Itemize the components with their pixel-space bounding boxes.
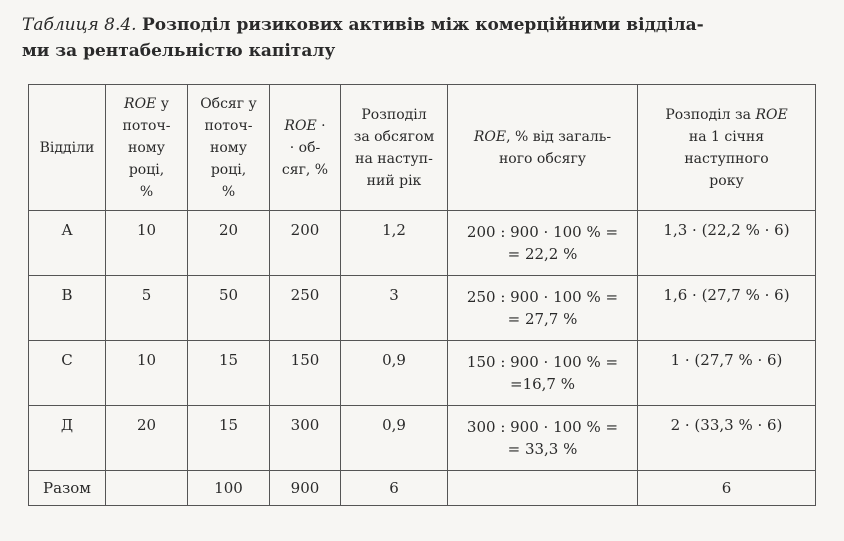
cell-roe-share: 300 : 900 · 100 % = = 33,3 % bbox=[448, 406, 638, 471]
caption-lead: Таблиця 8.4. bbox=[22, 15, 137, 35]
cell-department: А bbox=[29, 211, 106, 276]
total-label: Разом bbox=[29, 471, 106, 506]
total-share bbox=[448, 471, 638, 506]
cell-roe: 5 bbox=[106, 276, 188, 341]
cell-roe-distribution: 1 · (27,7 % · 6) bbox=[638, 341, 816, 406]
total-roe bbox=[106, 471, 188, 506]
cell-distribution: 3 bbox=[341, 276, 448, 341]
total-distribution: 6 bbox=[341, 471, 448, 506]
cell-roe: 10 bbox=[106, 211, 188, 276]
cell-roe-share: 250 : 900 · 100 % = = 27,7 % bbox=[448, 276, 638, 341]
header-row bbox=[29, 85, 816, 211]
cell-roe-distribution: 2 · (33,3 % · 6) bbox=[638, 406, 816, 471]
header-departments: Відділи bbox=[29, 85, 106, 211]
table-row bbox=[29, 341, 816, 406]
caption-title-continued: ми за рентабельністю капіталу bbox=[22, 41, 336, 61]
cell-roe-distribution: 1,6 · (27,7 % · 6) bbox=[638, 276, 816, 341]
cell-department: Д bbox=[29, 406, 106, 471]
cell-roe-times-volume: 200 bbox=[270, 211, 341, 276]
cell-roe-times-volume: 250 bbox=[270, 276, 341, 341]
header-volume-current: Обсяг у поточ- ному році, % bbox=[188, 85, 270, 211]
cell-volume: 20 bbox=[188, 211, 270, 276]
cell-volume: 15 bbox=[188, 406, 270, 471]
total-row bbox=[29, 471, 816, 506]
header-roe-current: ROE у поточ- ному році, % bbox=[106, 85, 188, 211]
header-distribution-by-volume: Розподіл за обсягом на наступ- ний рік bbox=[341, 85, 448, 211]
cell-distribution: 1,2 bbox=[341, 211, 448, 276]
table-row bbox=[29, 276, 816, 341]
cell-volume: 50 bbox=[188, 276, 270, 341]
cell-distribution: 0,9 bbox=[341, 341, 448, 406]
cell-roe: 20 bbox=[106, 406, 188, 471]
risk-assets-table bbox=[28, 84, 816, 506]
total-roe-distribution: 6 bbox=[638, 471, 816, 506]
cell-volume: 15 bbox=[188, 341, 270, 406]
total-volume: 100 bbox=[188, 471, 270, 506]
cell-roe-times-volume: 300 bbox=[270, 406, 341, 471]
cell-roe-times-volume: 150 bbox=[270, 341, 341, 406]
table-caption bbox=[22, 12, 822, 64]
header-roe-times-volume: ROE · · об- сяг, % bbox=[270, 85, 341, 211]
cell-roe-distribution: 1,3 · (22,2 % · 6) bbox=[638, 211, 816, 276]
cell-roe-share: 200 : 900 · 100 % = = 22,2 % bbox=[448, 211, 638, 276]
cell-department: С bbox=[29, 341, 106, 406]
table-row bbox=[29, 211, 816, 276]
total-roe-times-volume: 900 bbox=[270, 471, 341, 506]
cell-distribution: 0,9 bbox=[341, 406, 448, 471]
caption-title: Розподіл ризикових активів між комерційними відділа- bbox=[142, 15, 704, 35]
cell-roe: 10 bbox=[106, 341, 188, 406]
table-row bbox=[29, 406, 816, 471]
header-distribution-by-roe: Розподіл за ROE на 1 січня наступного року bbox=[638, 85, 816, 211]
header-roe-share: ROE, % від загаль- ного обсягу bbox=[448, 85, 638, 211]
cell-department: В bbox=[29, 276, 106, 341]
cell-roe-share: 150 : 900 · 100 % = =16,7 % bbox=[448, 341, 638, 406]
